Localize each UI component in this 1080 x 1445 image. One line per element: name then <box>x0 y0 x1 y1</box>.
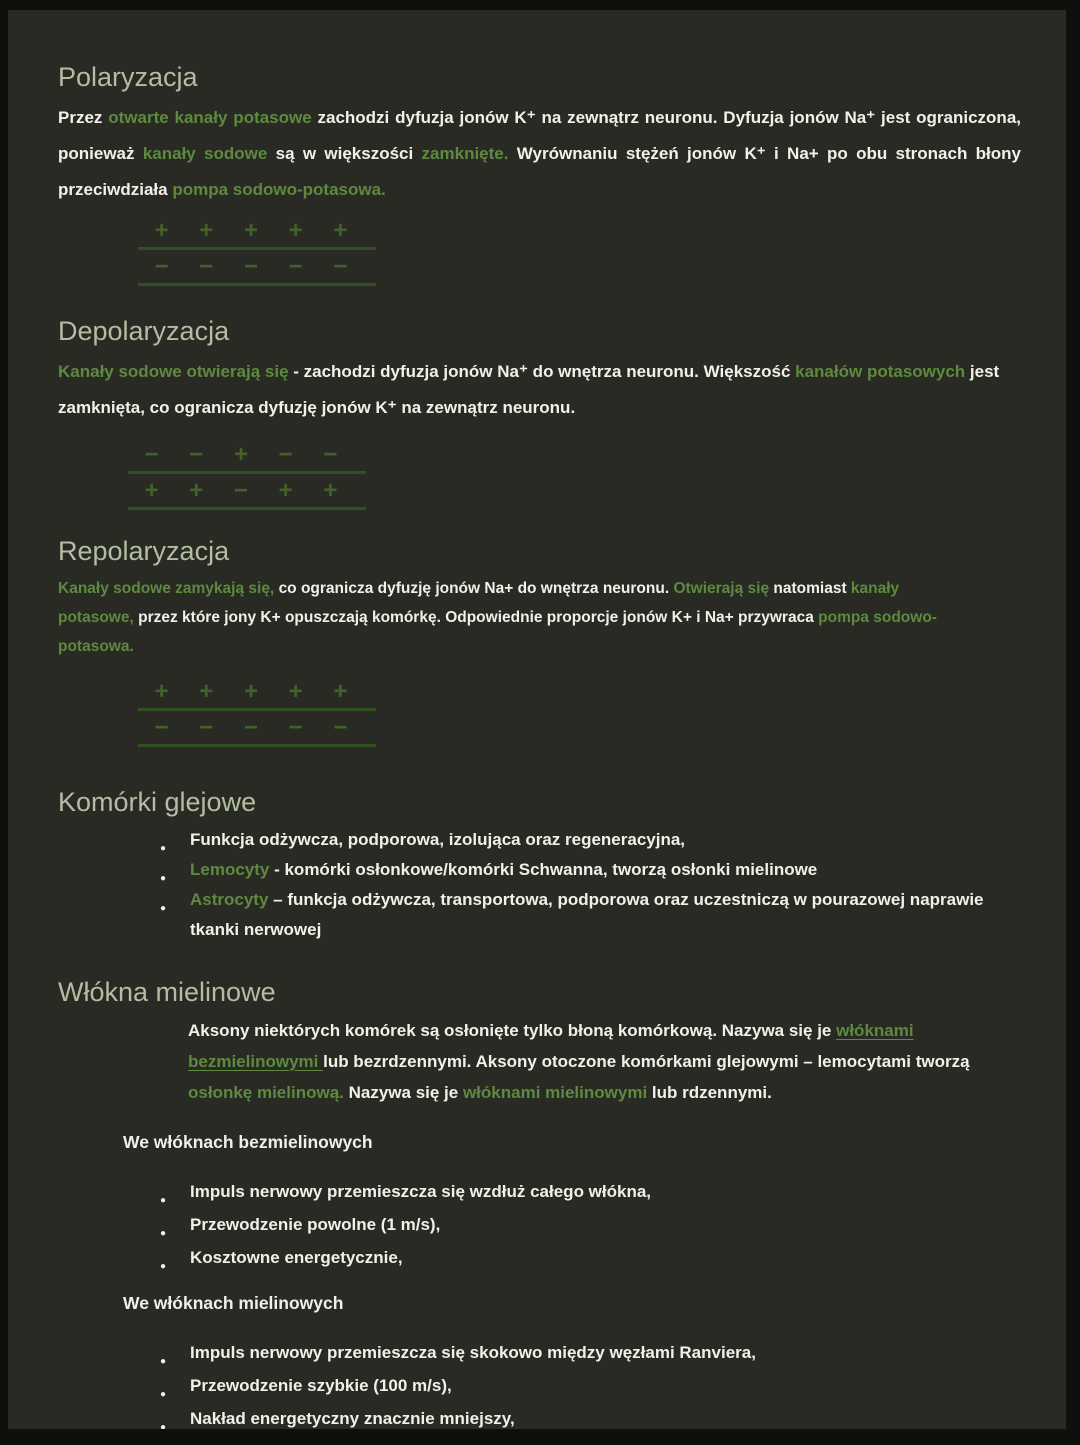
notes-content <box>8 10 1066 1429</box>
text-segment: pompa sodowo-potasowa. <box>58 609 937 655</box>
text-segment: - komórki osłonkowe/komórki Schwanna, tworzą osłonki mielinowe <box>274 860 818 879</box>
subheading-mielinowe: We włóknach mielinowych <box>123 1293 344 1313</box>
text-segment: Astrocyty <box>190 890 274 909</box>
text-segment: Kanały sodowe zamykają się, <box>58 580 279 597</box>
list-item <box>158 1375 1021 1397</box>
text-segment: jest zamknięta, co ogranicza dyfuzję jonów K⁺ na zewnątrz neuronu. <box>58 362 1000 417</box>
list-item <box>158 855 1021 885</box>
text-segment: Impuls nerwowy przemieszcza się skokowo między węzłami Ranviera, <box>190 1343 756 1362</box>
charge-row-bottom: − − − − − <box>138 254 376 286</box>
text-segment: Kosztowne energetycznie, <box>190 1248 403 1267</box>
membrane-charge-diagram-depolaryzacja <box>128 442 366 510</box>
text-segment: - zachodzi dyfuzja jonów Na⁺ do wnętrza neuronu. Większość <box>288 362 796 381</box>
text-segment: kanałów potasowych <box>795 362 970 381</box>
mielinowe-bullet-list <box>158 1342 1021 1429</box>
text-segment: Otwierają się <box>673 580 774 597</box>
text-segment: lub rdzennymi. <box>651 1083 772 1102</box>
charge-row-top: + + + + + <box>138 218 376 250</box>
text-segment: Przewodzenie szybkie (100 m/s), <box>190 1376 452 1395</box>
text-segment: Nakład energetyczny znacznie mniejszy, <box>190 1409 515 1428</box>
section-heading-wlokna-mielinowe: Włókna mielinowe <box>58 977 276 1007</box>
list-item <box>158 1342 1021 1364</box>
text-segment: Wyrównaniu stężeń jonów K⁺ i Na+ po obu stronach błony przeciwdziała <box>58 144 1021 199</box>
charge-row-bottom: − − − − − <box>138 715 376 747</box>
text-segment: co ogranicza dyfuzję jonów Na+ do wnętrza neuronu. <box>278 580 674 597</box>
paragraph-wlokna-mielinowe <box>188 1015 1010 1108</box>
text-segment: Nazywa się je <box>348 1083 463 1102</box>
section-heading-komorki-glejowe: Komórki glejowe <box>58 787 257 817</box>
list-item <box>158 1247 1021 1269</box>
text-segment: są w większości <box>275 144 422 163</box>
text-segment: Kanały sodowe otwierają się <box>58 362 289 381</box>
section-heading-polaryzacja: Polaryzacja <box>58 62 198 92</box>
paragraph-polaryzacja <box>58 100 1021 208</box>
list-item <box>158 885 1021 945</box>
text-segment: Aksony niektórych komórek są osłonięte tylko błoną komórkową. Nazywa się je <box>188 1021 837 1040</box>
text-segment: – funkcja odżywcza, transportowa, podporowa oraz uczestniczą w pourazowej naprawie tkanki nerwowej <box>190 890 984 939</box>
list-item <box>158 825 1021 855</box>
text-segment: pompa sodowo-potasowa. <box>172 180 386 199</box>
list-item <box>158 1408 1021 1429</box>
text-segment: włóknami bezmielinowymi <box>188 1021 914 1071</box>
membrane-charge-diagram-polaryzacja <box>138 218 376 286</box>
subheading-bezmielinowe: We włóknach bezmielinowych <box>123 1132 373 1152</box>
glejowe-bullet-list <box>158 825 1021 945</box>
charge-row-bottom: + + − + + <box>128 478 366 510</box>
charge-row-top: + + + + + <box>138 679 376 711</box>
text-segment: Przez <box>58 108 109 127</box>
bezmielinowe-bullet-list <box>158 1181 1021 1269</box>
text-segment: włóknami mielinowymi <box>462 1083 652 1102</box>
text-segment: lub bezrdzennymi. Aksony otoczone komórkami glejowymi – lemocytami tworzą <box>323 1052 970 1071</box>
charge-row-top: − − + − − <box>128 442 366 474</box>
text-segment: natomiast <box>773 580 851 597</box>
list-item <box>158 1214 1021 1236</box>
section-heading-depolaryzacja: Depolaryzacja <box>58 316 230 346</box>
text-segment: zachodzi dyfuzja jonów K⁺ na zewnątrz neuronu. Dyfuzja jonów Na⁺ jest ograniczona, ponieważ <box>58 108 1021 163</box>
membrane-charge-diagram-repolaryzacja <box>138 679 376 747</box>
list-item <box>158 1181 1021 1203</box>
text-segment: kanały sodowe <box>142 144 276 163</box>
text-segment: przez które jony K+ opuszczają komórkę. Odpowiednie proporcje jonów K+ i Na+ przywraca <box>138 609 819 626</box>
text-segment: zamknięte. <box>421 144 517 163</box>
text-segment: Funkcja odżywcza, podporowa, izolująca oraz regeneracyjna, <box>190 830 686 849</box>
text-segment: Przewodzenie powolne (1 m/s), <box>190 1215 441 1234</box>
text-segment: osłonkę mielinową. <box>188 1083 349 1102</box>
text-segment: Impuls nerwowy przemieszcza się wzdłuż całego włókna, <box>190 1182 652 1201</box>
paragraph-repolaryzacja <box>58 574 958 661</box>
text-segment: kanały potasowe, <box>58 580 900 626</box>
text-segment: otwarte kanały potasowe <box>108 108 318 127</box>
text-segment: Lemocyty <box>190 860 275 879</box>
paragraph-depolaryzacja <box>58 354 1021 426</box>
section-heading-repolaryzacja: Repolaryzacja <box>58 536 230 566</box>
